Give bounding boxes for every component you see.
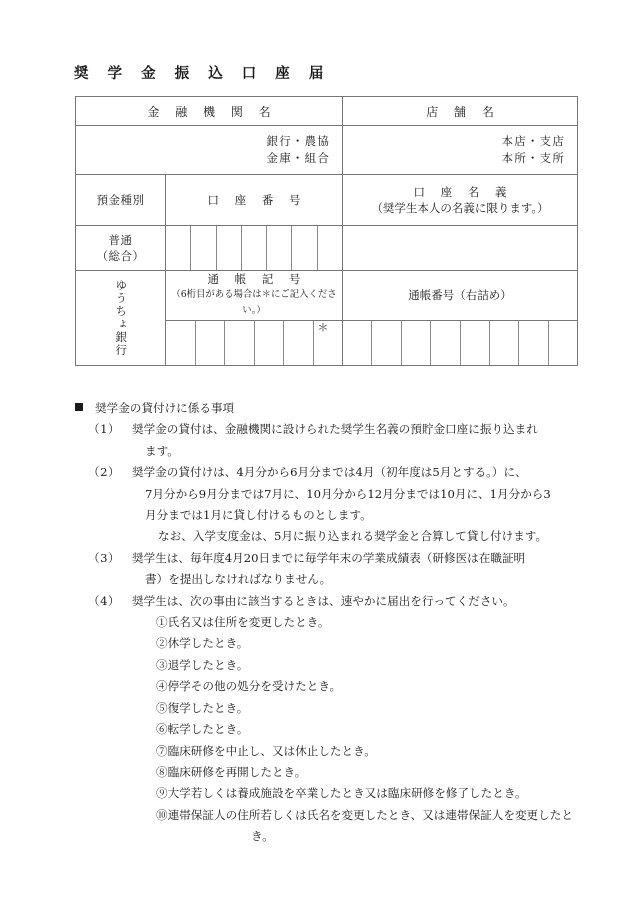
account-number-cell[interactable] (191, 226, 216, 270)
note-sub-item: ④停学その他の処分を受けたとき。 (156, 679, 342, 694)
note-sub-item: ⑨大学若しくは養成施設を卒業したとき又は臨床研修を修了したとき。 (156, 786, 527, 801)
note-sub-item: ⑧臨床研修を再開したとき。 (156, 764, 307, 779)
note-item-text: 奨学金の貸付は、金融機関に設けられた奨学生名義の預貯金口座に振り込まれ (132, 422, 538, 437)
institution-suffix-line1: 銀行・農協 (266, 134, 331, 148)
account-number-cell[interactable] (242, 226, 267, 270)
cell-account-number-header: 口 座 番 号 (166, 175, 343, 226)
field-branch-name[interactable] (343, 126, 578, 175)
passbook-symbol-note: （6桁目がある場合は＊にご記入ください。） (171, 289, 337, 317)
note-item-continuation: ます。 (145, 443, 179, 458)
note-sub-item: ③退学したとき。 (156, 657, 249, 672)
cell-deposit-type-value[interactable] (76, 226, 166, 271)
account-number-cell[interactable] (292, 226, 317, 270)
note-sub-item: ⑥転学したとき。 (156, 722, 249, 737)
note-item-continuation: 7月分から9月分までは7月に、10月分から12月分までは10月に、1月分から3 (145, 486, 551, 501)
deposit-type-line1: 普通 (108, 233, 133, 247)
notes-sub-item-list (75, 612, 580, 847)
account-number-cell[interactable] (166, 226, 191, 270)
note-item (75, 548, 580, 569)
notes-item-list (75, 419, 580, 612)
institution-suffix-line2: 金庫・組合 (266, 151, 331, 165)
passbook-number-cell[interactable] (343, 321, 372, 365)
note-item-continuation: なお、入学支度金は、5月に振り込まれる奨学金と合算して貸し付けます。 (158, 529, 548, 544)
note-sub-item: ⑩連帯保証人の住所若しくは氏名を変更したとき、又は連帯保証人を変更したと (156, 807, 573, 822)
cell-branch-name-header: 店 舗 名 (343, 97, 578, 126)
note-item (75, 591, 580, 612)
note-item-number: （1） (88, 422, 121, 437)
branch-suffix-line1: 本店・支店 (501, 134, 566, 148)
passbook-number-box-grid[interactable] (343, 321, 577, 365)
cell-passbook-number-header: 通帳番号（右詰め） (343, 271, 578, 321)
note-item (75, 419, 580, 440)
passbook-number-cell[interactable] (461, 321, 490, 365)
note-item-number: （2） (88, 465, 121, 480)
cell-account-number-boxes[interactable] (166, 226, 343, 271)
cell-yucho-bank-label (76, 271, 166, 366)
passbook-symbol-cell[interactable] (225, 321, 255, 365)
cell-deposit-type-header: 預金種別 (76, 175, 166, 226)
passbook-number-cell[interactable] (490, 321, 519, 365)
yucho-vertical-wrap (76, 271, 165, 365)
note-item-text: 奨学生は、毎年度4月20日までに毎学年末の学業成績表（研修医は在職証明 (132, 550, 526, 565)
notes-heading (75, 398, 580, 419)
table-row-institution-entry (76, 126, 578, 175)
account-holder-title: 口 座 名 義 (413, 185, 513, 199)
passbook-number-cell[interactable] (549, 321, 577, 365)
cell-passbook-symbol-boxes[interactable] (166, 320, 343, 365)
note-sub-item: ②休学したとき。 (156, 636, 249, 651)
account-number-box-grid[interactable] (166, 226, 342, 270)
passbook-symbol-cell[interactable] (196, 321, 226, 365)
yucho-bank-label-text: ゆうちょ銀行 (114, 279, 129, 357)
note-item-number: （4） (88, 593, 121, 608)
branch-suffix-line2: 本所・支所 (501, 151, 566, 165)
table-row-yucho-headers (76, 271, 578, 321)
field-institution-name[interactable] (76, 126, 343, 175)
note-item-text: 奨学金の貸付けは、4月分から6月分までは4月（初年度は5月とする。）に、 (132, 465, 527, 480)
bank-account-form-table (75, 96, 578, 366)
note-sub-item: ⑦臨床研修を中止し、又は休止したとき。 (156, 743, 376, 758)
page-title: 奨 学 金 振 込 口 座 届 (74, 65, 331, 82)
account-number-cell[interactable] (267, 226, 292, 270)
passbook-number-cell[interactable] (431, 321, 460, 365)
passbook-number-cell[interactable] (402, 321, 431, 365)
passbook-symbol-cell[interactable] (166, 321, 196, 365)
note-item-text: 奨学生は、次の事由に該当するときは、速やかに届出を行ってください。 (132, 593, 515, 608)
cell-institution-name-header: 金 融 機 関 名 (76, 97, 343, 126)
passbook-symbol-cell[interactable] (314, 321, 343, 365)
account-number-cell[interactable] (318, 226, 342, 270)
field-account-holder-name[interactable] (343, 226, 578, 271)
account-number-cell[interactable] (217, 226, 242, 270)
table-row-account-headers (76, 175, 578, 226)
passbook-symbol-title: 通 帳 記 号 (207, 272, 307, 287)
account-holder-note: （奨学生本人の名義に限ります。） (371, 201, 549, 215)
asterisk-mark-icon: ＊ (317, 320, 329, 334)
notes-section (75, 398, 580, 848)
note-item (75, 462, 580, 483)
cell-account-holder-header (343, 175, 578, 226)
note-item-continuation: 月分までは1月に貸し付けるものとします。 (145, 508, 372, 523)
passbook-number-cell[interactable] (372, 321, 401, 365)
square-bullet-icon (75, 403, 83, 411)
table-row-headers (76, 97, 578, 126)
table-row-account-entry (76, 226, 578, 271)
passbook-symbol-box-grid[interactable] (166, 321, 342, 365)
notes-heading-text: 奨学金の貸付けに係る事項 (95, 401, 235, 415)
cell-passbook-number-boxes[interactable] (343, 320, 578, 365)
note-sub-item: ⑤復学したとき。 (156, 700, 249, 715)
passbook-symbol-cell[interactable] (284, 321, 314, 365)
deposit-type-line2: （総合） (96, 249, 145, 263)
note-item-number: （3） (88, 550, 121, 565)
note-sub-item-continuation: き。 (251, 829, 274, 844)
passbook-number-cell[interactable] (519, 321, 548, 365)
note-sub-item: ①氏名又は住所を変更したとき。 (156, 615, 330, 630)
note-item-continuation: 書）を提出しなければなりません。 (145, 572, 332, 587)
passbook-symbol-cell[interactable] (255, 321, 285, 365)
cell-passbook-symbol-header (166, 271, 343, 321)
